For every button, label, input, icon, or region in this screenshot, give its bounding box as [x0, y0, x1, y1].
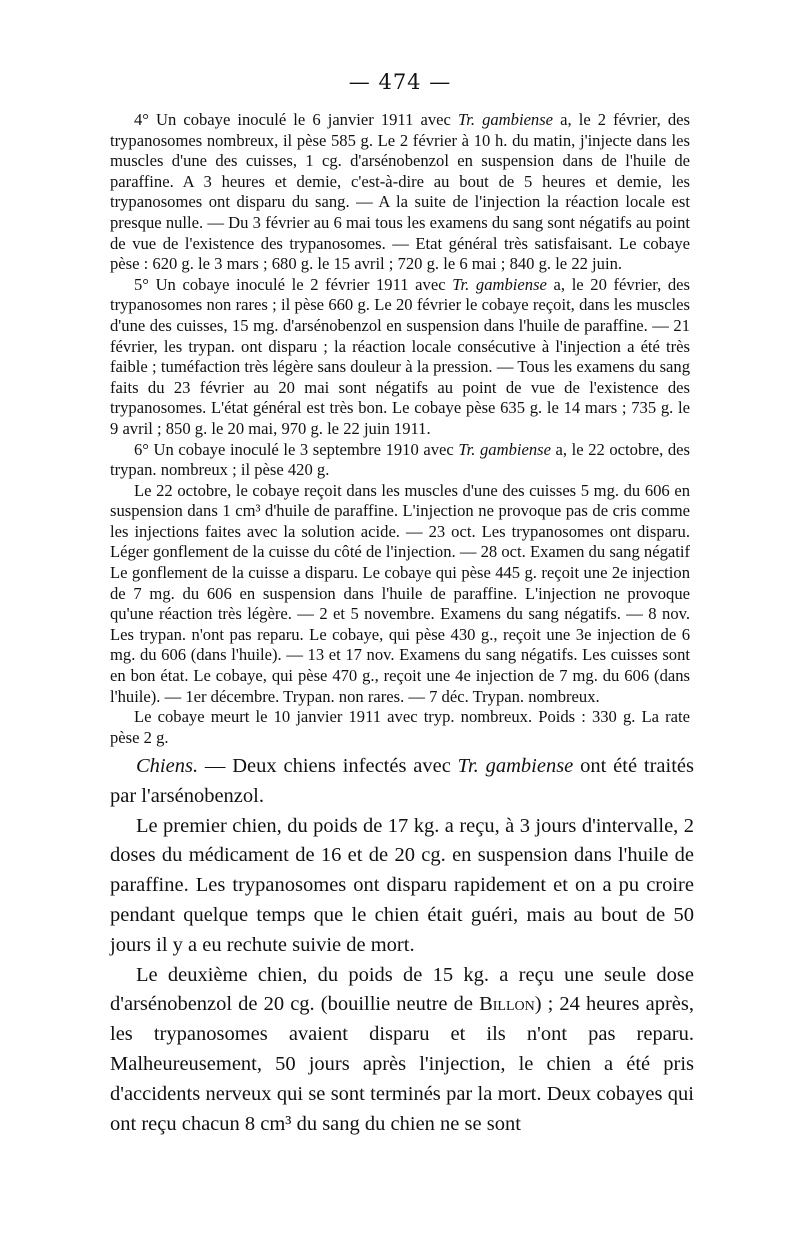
observation-6-outcome: Le cobaye meurt le 10 janvier 1911 avec tryp. nombreux. Poids : 330 g. La rate pèse 2 g. — [110, 707, 690, 747]
page-number: — 474 — — [348, 70, 452, 94]
observation-6-treatment: Le 22 octobre, le cobaye reçoit dans les muscles d'une des cuisses 5 mg. du 606 en suspension dans 1 cm³ d'huile de paraffine. L'injection ne provoque pas de cris comme les injections faites avec la solution acide. — 23 oct. Les trypanosomes ont disparu. Léger gonflement de la cuisse du côté de l'injection. — 28 oct. Examen du sang négatif Le gonflement de la cuisse a disparu. Le cobaye qui pèse 445 g. reçoit une 2e injection de 7 mg. du 606 en suspension dans l'huile de paraffine. L'injection ne provoque qu'une réaction très légère. — 2 et 5 novembre. Examens du sang négatifs. — 8 nov. Les trypan. n'ont pas reparu. Le cobaye, qui pèse 430 g., reçoit une 3e injection de 6 mg. du 606 (dans l'huile). — 13 et 17 nov. Examens du sang négatifs. Les cuisses sont en bon état. Le cobaye, qui pèse 470 g., reçoit une 4e injection de 7 mg. du 606 (dans l'huile). — 1er décembre. Trypan. non rares. — 7 déc. Trypan. nombreux. — [110, 480, 690, 706]
species-name: Tr. gambiense — [458, 439, 551, 459]
observation-6: 6° Un cobaye inoculé le 3 septembre 1910 avec Tr. gambiense a, le 22 octobre, des trypan. nombreux ; il pèse 420 g. — [110, 439, 690, 480]
dogs-intro: Chiens. — Deux chiens infectés avec Tr. gambiense ont été traités par l'arsénobenzol. — [110, 755, 694, 807]
guinea-pig-observations — [110, 110, 690, 748]
species-name: Tr. gambiense — [457, 110, 554, 129]
section-heading: Chiens. — [136, 755, 199, 777]
author-name: Billon — [479, 993, 535, 1016]
second-dog-paragraph: Le deuxième chien, du poids de 15 kg. a reçu une seule dose d'arsénobenzol de 20 cg. (bouillie neutre de Billon) ; 24 heures après, les trypanosomes avaient disparu et ils n'ont pas reparu. Malheureusement, 50 jours après l'injection, le chien a été pris d'accidents nerveux qui se sont terminés par la mort. Deux cobayes qui ont reçu chacun 8 cm³ du sang du chien ne se sont — [110, 963, 694, 1135]
species-name: Tr. gambiense — [457, 755, 574, 777]
first-dog-paragraph: Le premier chien, du poids de 17 kg. a reçu, à 3 jours d'intervalle, 2 doses du médicament de 16 et de 20 cg. en suspension dans l'huile de paraffine. Les trypanosomes ont disparu rapidement et on a pu croire pendant quelque temps que le chien était guéri, mais au bout de 50 jours il y a eu rechute suivie de mort. — [110, 814, 694, 956]
species-name: Tr. gambiense — [452, 274, 547, 294]
observation-4: 4° Un cobaye inoculé le 6 janvier 1911 avec Tr. gambiense a, le 2 février, des trypanosomes nombreux, il pèse 585 g. Le 2 février à 10 h. du matin, j'injecte dans les muscles d'une des cuisses, 1 cg. d'arsénobenzol en suspension dans de l'huile de paraffine. A 3 heures et demie, c'est-à-dire au bout de 5 heures et demie, les trypanosomes ont disparu du sang. — A la suite de l'injection la réaction locale est presque nulle. — Du 3 février au 6 mai tous les examens du sang sont négatifs au point de vue de l'existence des trypanosomes. — Etat général très satisfaisant. Le cobaye pèse : 620 g. le 3 mars ; 680 g. le 15 avril ; 720 g. le 6 mai ; 840 g. le 22 juin. — [110, 110, 690, 274]
observation-5: 5° Un cobaye inoculé le 2 février 1911 avec Tr. gambiense a, le 20 février, des trypanosomes non rares ; il pèse 660 g. Le 20 février le cobaye reçoit, dans les muscles d'une des cuisses, 15 mg. d'arsénobenzol en suspension dans l'huile de paraffine. — 21 février, les trypan. ont disparu ; la réaction locale consécutive à l'injection a été très faible ; tuméfaction très légère sans douleur à la pression. — Tous les examens du sang faits du 23 février au 20 mai sont négatifs au point de vue de l'existence des trypanosomes. L'état général est très bon. Le cobaye pèse 635 g. le 14 mars ; 735 g. le 9 avril ; 850 g. le 20 mai, 970 g. le 22 juin 1911. — [110, 274, 690, 438]
dogs-section — [110, 752, 694, 1139]
